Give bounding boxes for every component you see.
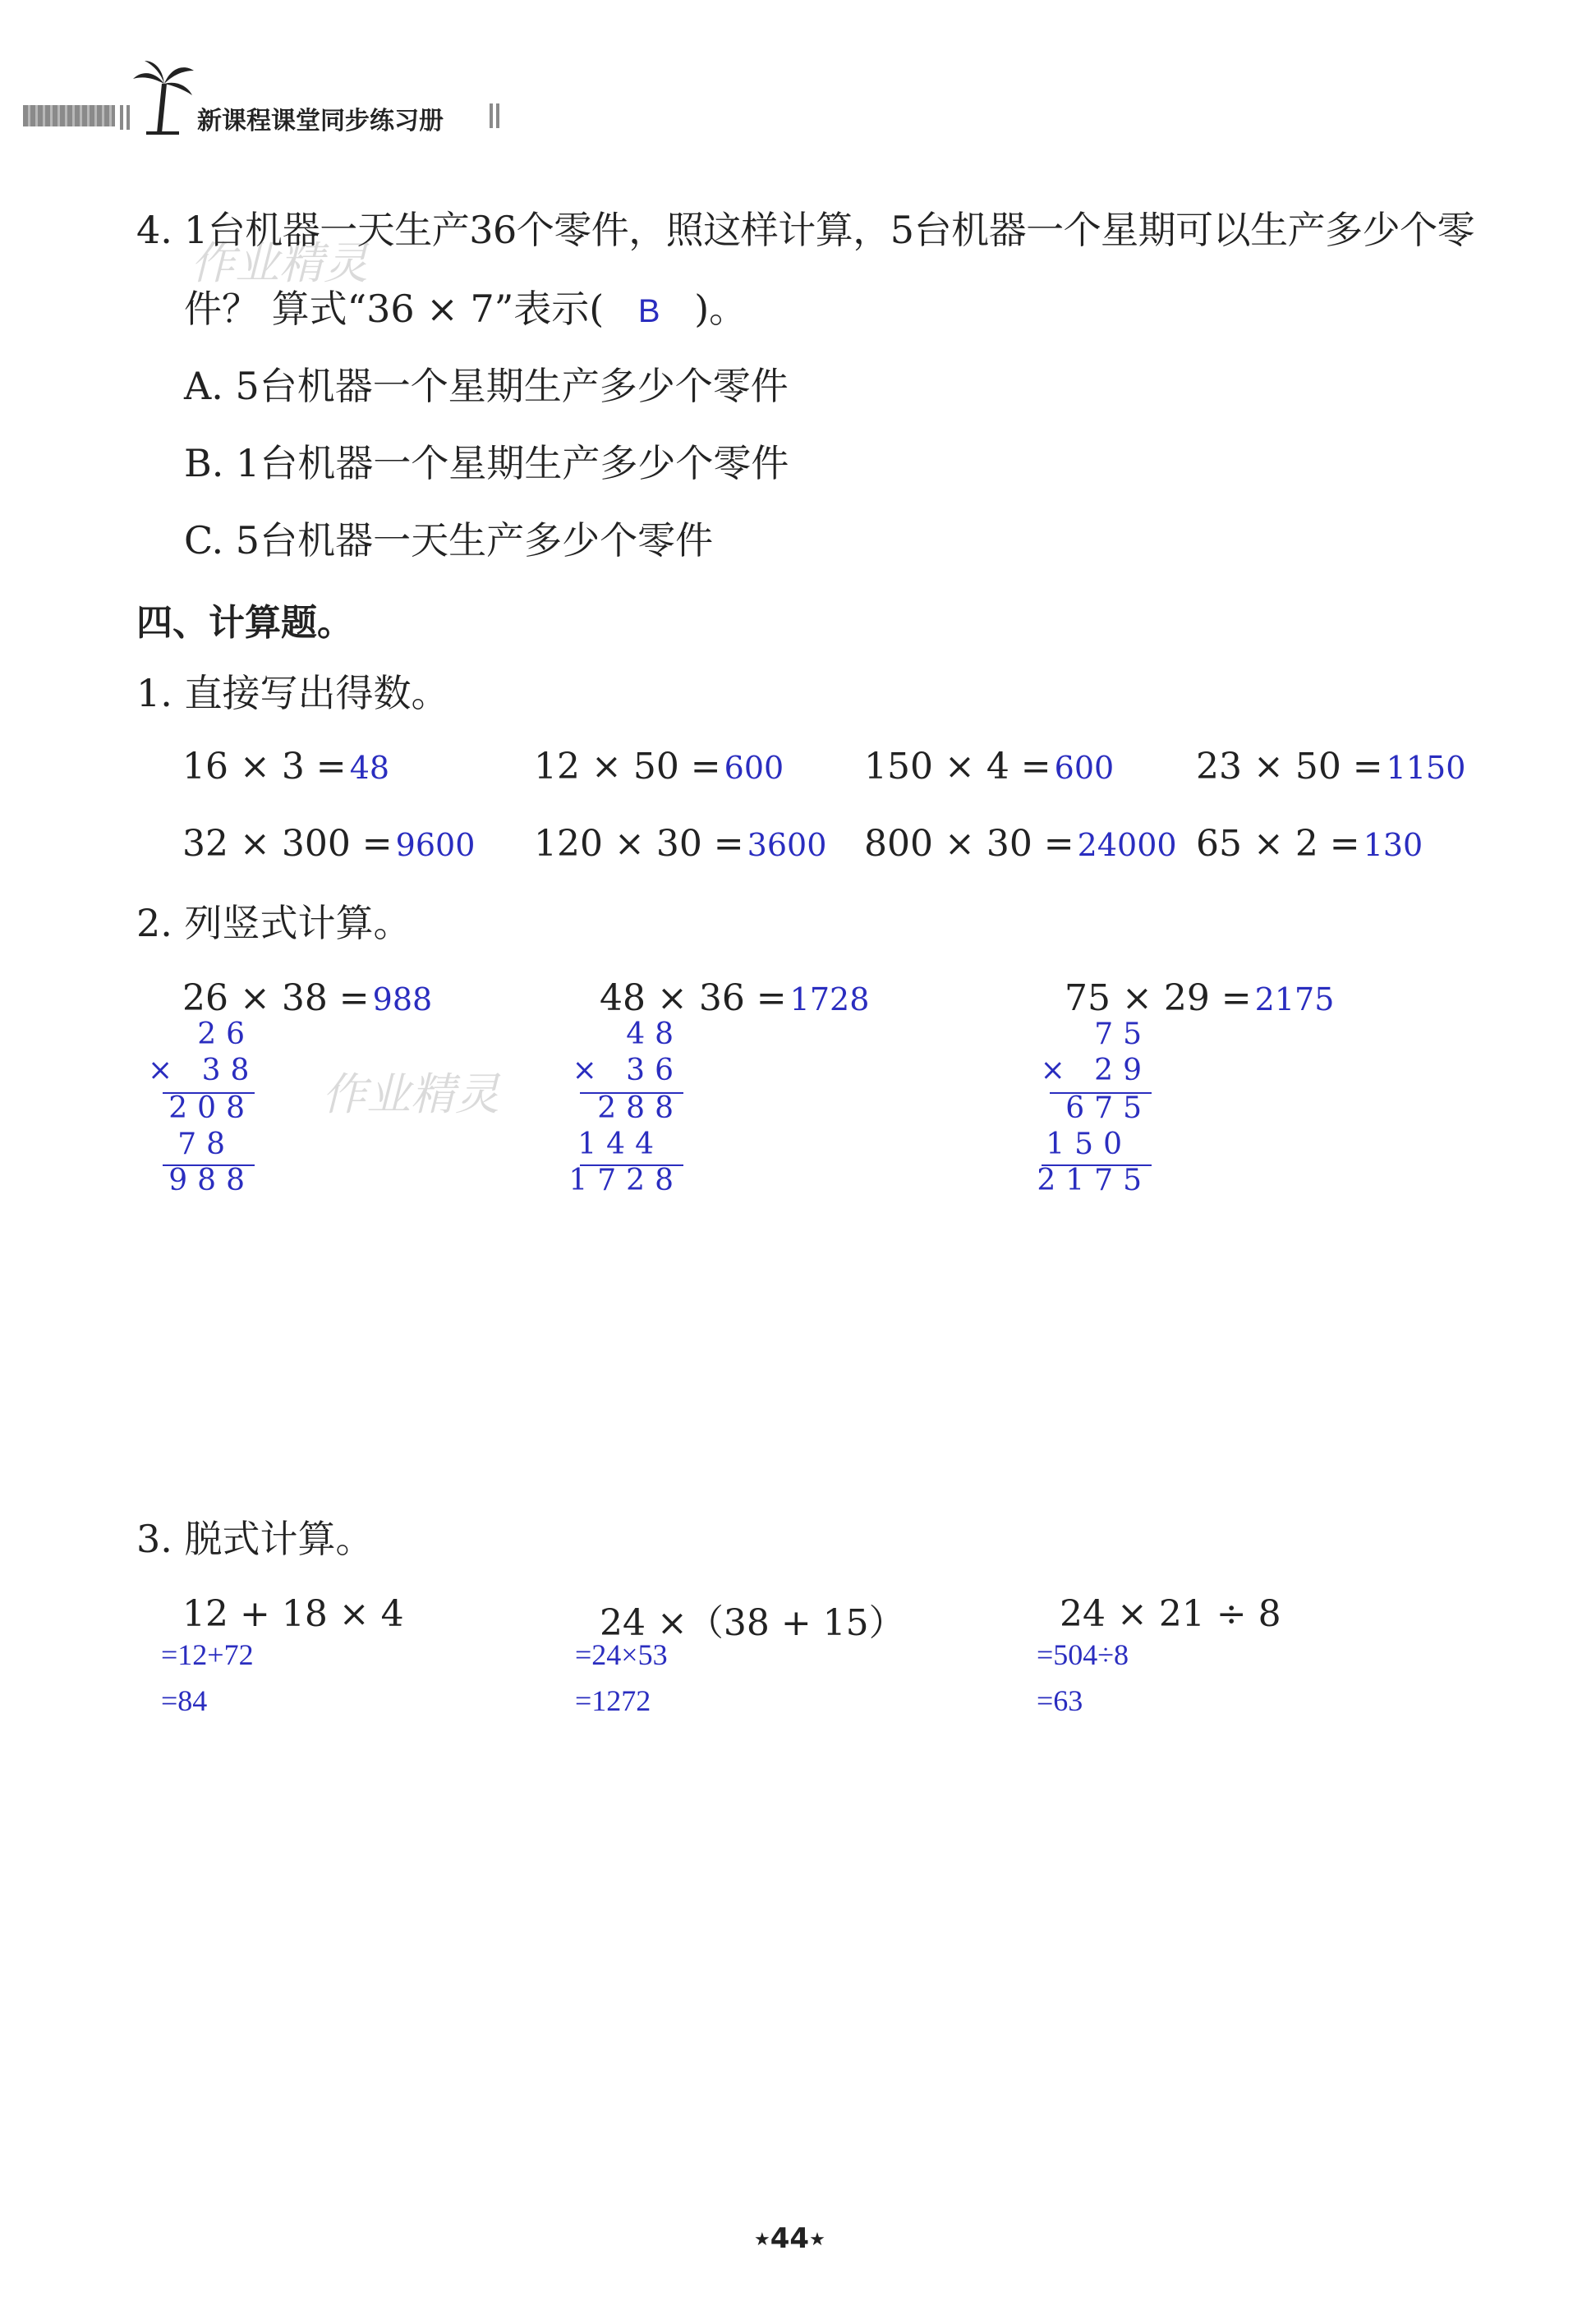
p3-step: =63 — [1037, 1684, 1083, 1717]
p2-answer: 988 — [372, 981, 433, 1017]
q4-line2-prefix: 件？ 算式“36 × 7”表示( — [184, 287, 605, 331]
p1-expr: 32 × 300 = — [182, 823, 393, 865]
header-decor-tick — [490, 103, 493, 128]
page-number — [754, 2222, 825, 2255]
p1-item — [1196, 746, 1465, 788]
vertical-result: 988 — [168, 1164, 255, 1197]
star-icon: ★ — [809, 2230, 825, 2250]
p2-item-expr — [1065, 977, 1334, 1019]
p1-item — [864, 746, 1114, 788]
p2-answer: 1728 — [789, 981, 870, 1017]
header-decor-tick — [496, 103, 499, 128]
p2-expr: 75 × 29 = — [1065, 977, 1252, 1019]
p2-item-expr — [600, 977, 869, 1019]
p3-step: =84 — [161, 1684, 208, 1717]
p3-step: =24×53 — [575, 1638, 668, 1671]
vertical-result: 2175 — [1037, 1164, 1152, 1197]
p2-expr: 26 × 38 = — [182, 977, 370, 1019]
p1-answer: 9600 — [395, 827, 476, 863]
p1-answer: 1150 — [1386, 750, 1466, 786]
q4-option-a: A. 5台机器一个星期生产多少个零件 — [184, 364, 789, 408]
p1-answer: 24000 — [1077, 827, 1177, 863]
p2-title: 2. 列竖式计算。 — [136, 901, 412, 945]
p3-step: =1272 — [575, 1684, 651, 1717]
p2-expr: 48 × 36 = — [600, 977, 787, 1019]
p1-expr: 23 × 50 = — [1196, 746, 1383, 788]
watermark: 作业精灵 — [322, 1068, 499, 1120]
vertical-partial1: 675 — [1065, 1091, 1152, 1125]
p3-step: =12+72 — [161, 1638, 254, 1671]
watermark: 作业精灵 — [191, 237, 368, 289]
vertical-top: 75 — [1094, 1017, 1152, 1051]
p1-title: 1. 直接写出得数。 — [136, 671, 449, 715]
palm-tree-icon — [130, 59, 195, 135]
vertical-multiplier: × 29 — [1040, 1054, 1152, 1087]
p1-item — [182, 823, 475, 865]
vertical-multiplier: × 36 — [572, 1054, 683, 1087]
p3-expr: 24 ×（38 + 15） — [600, 1602, 905, 1644]
p1-expr: 120 × 30 = — [534, 823, 744, 865]
p1-expr: 800 × 30 = — [864, 823, 1074, 865]
p1-item — [1196, 823, 1423, 865]
vertical-result: 1728 — [568, 1164, 683, 1197]
q4-text-line2 — [184, 286, 747, 334]
vertical-multiplier: × 38 — [148, 1054, 260, 1087]
p1-answer: 3600 — [747, 827, 827, 863]
q4-option-b: B. 1台机器一个星期生产多少个零件 — [184, 441, 789, 485]
vertical-partial2: 150 — [1046, 1128, 1132, 1161]
vertical-top: 48 — [626, 1017, 683, 1051]
vertical-top: 26 — [197, 1017, 255, 1051]
section-title: 四、计算题。 — [136, 602, 353, 644]
p1-item — [534, 746, 784, 788]
header-decor-bar — [23, 105, 115, 126]
p1-expr: 150 × 4 = — [864, 746, 1051, 788]
p1-answer: 48 — [349, 750, 390, 786]
page-number-value: 44 — [770, 2222, 810, 2255]
p1-answer: 600 — [1054, 750, 1115, 786]
vertical-partial2: 78 — [177, 1128, 235, 1161]
p1-item — [182, 746, 389, 788]
p3-expr: 12 + 18 × 4 — [182, 1593, 404, 1635]
q4-line2-suffix: )。 — [694, 287, 747, 331]
q4-answer: B — [637, 293, 660, 329]
p1-expr: 65 × 2 = — [1196, 823, 1360, 865]
p1-expr: 16 × 3 = — [182, 746, 347, 788]
p3-expr: 24 × 21 ÷ 8 — [1060, 1593, 1281, 1635]
p1-item — [534, 823, 826, 865]
q4-text-line1: 1台机器一天生产36个零件，照这样计算，5台机器一个星期可以生产多少个零 — [184, 208, 1475, 252]
header-decor-tick — [120, 105, 123, 130]
p1-item — [864, 823, 1177, 865]
p1-expr: 12 × 50 = — [534, 746, 721, 788]
q4-option-c: C. 5台机器一天生产多少个零件 — [184, 518, 714, 563]
p3-title: 3. 脱式计算。 — [136, 1517, 374, 1561]
p1-answer: 130 — [1363, 827, 1423, 863]
p1-answer: 600 — [724, 750, 784, 786]
header-title: 新课程课堂同步练习册 — [197, 107, 444, 135]
star-icon: ★ — [754, 2230, 770, 2250]
p2-item-expr — [182, 977, 432, 1019]
vertical-partial2: 144 — [577, 1128, 664, 1161]
p3-step: =504÷8 — [1037, 1638, 1129, 1671]
vertical-partial1: 288 — [597, 1091, 683, 1125]
p2-answer: 2175 — [1254, 981, 1335, 1017]
q4-number: 4. — [136, 208, 172, 252]
vertical-partial1: 208 — [168, 1091, 255, 1125]
